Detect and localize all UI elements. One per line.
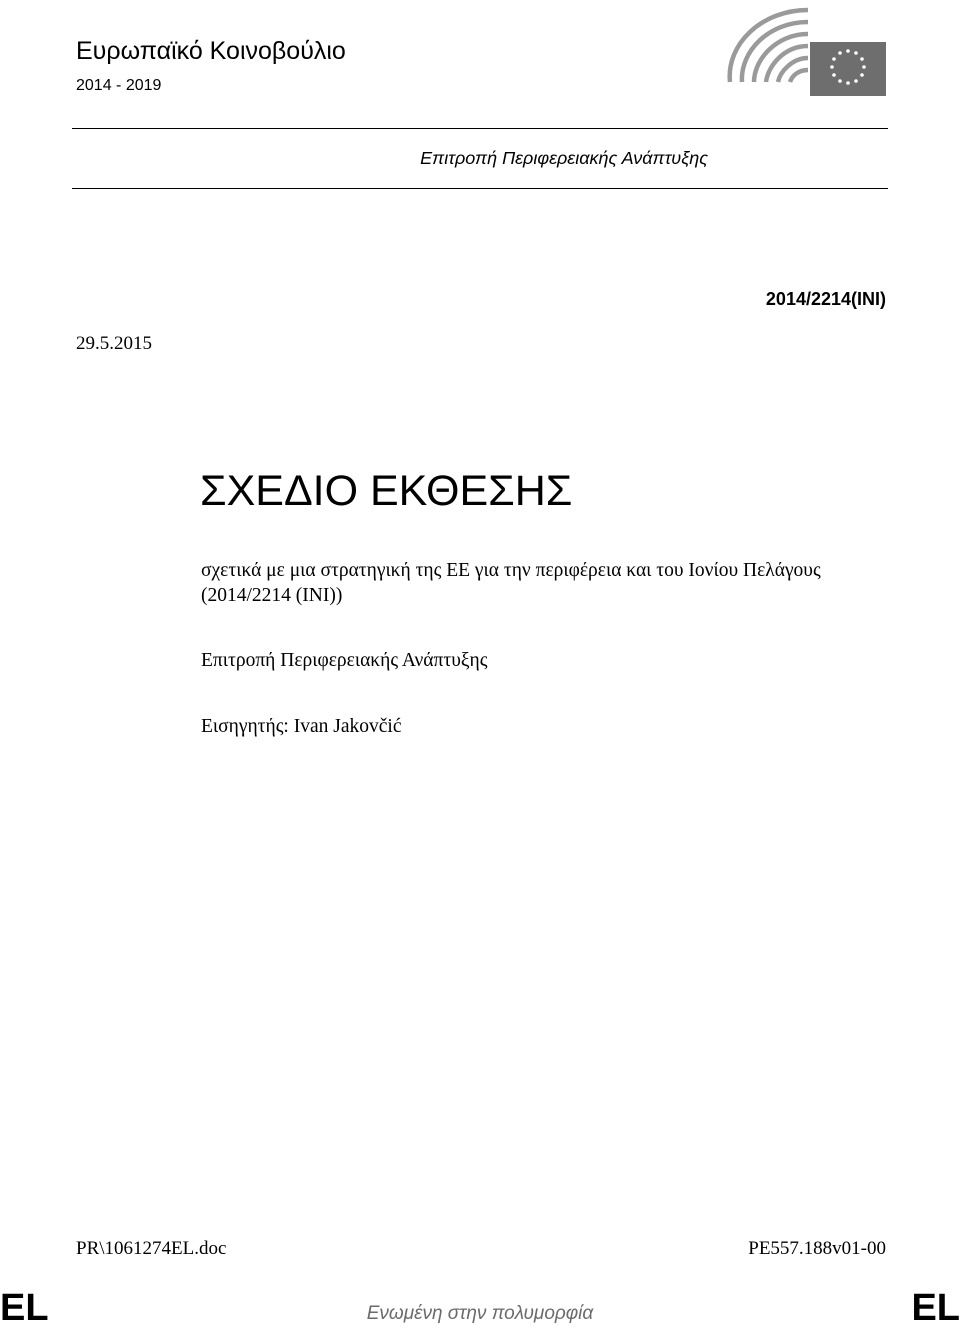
pe-reference: PE557.188v01-00 bbox=[748, 1238, 886, 1259]
parliamentary-term: 2014 - 2019 bbox=[76, 77, 162, 94]
document-subject bbox=[201, 558, 889, 608]
responsible-committee: Επιτροπή Περιφερειακής Ανάπτυξης bbox=[201, 650, 488, 671]
document-type-title: ΣΧΕΔΙΟ ΕΚΘΕΣΗΣ bbox=[200, 467, 573, 515]
subject-line: σχετικά με μια στρατηγική της ΕΕ για την περιφέρεια και του Ιονίου Πελάγους bbox=[201, 560, 821, 581]
institution-name: Ευρωπαϊκό Κοινοβούλιο bbox=[76, 37, 346, 65]
document-reference: PR\1061274EL.doc bbox=[76, 1238, 227, 1259]
language-code-right: EL bbox=[911, 1287, 960, 1329]
document-date: 29.5.2015 bbox=[76, 333, 152, 354]
header-divider-top bbox=[72, 128, 888, 129]
eu-motto: Ενωμένη στην πολυμορφία bbox=[366, 1303, 594, 1324]
committee-header: Επιτροπή Περιφερειακής Ανάπτυξης bbox=[420, 148, 708, 168]
rapporteur: Εισηγητής: Ivan Jakovčić bbox=[201, 716, 402, 737]
header-divider-bottom bbox=[72, 188, 888, 189]
language-code-left: EL bbox=[0, 1287, 49, 1329]
european-parliament-logo-icon bbox=[722, 4, 886, 96]
procedure-number: 2014/2214(INI) bbox=[765, 289, 886, 309]
subject-procedure-ref: (2014/2214 (INI)) bbox=[201, 585, 343, 606]
